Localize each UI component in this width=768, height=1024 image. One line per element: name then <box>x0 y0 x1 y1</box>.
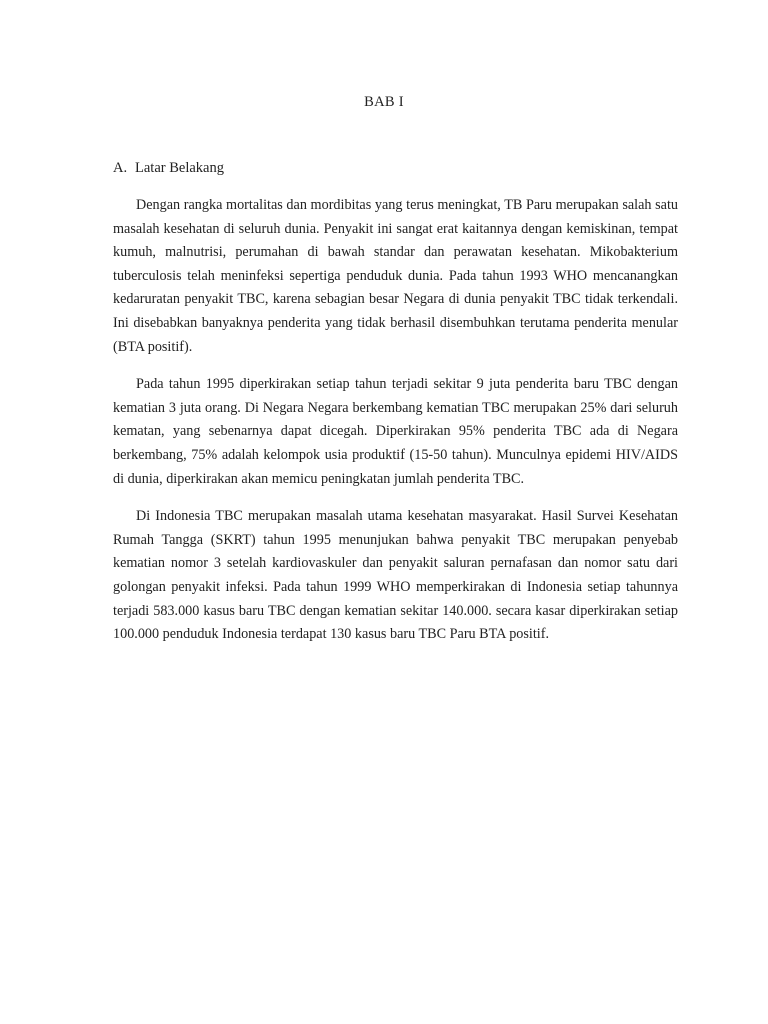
paragraph-3: Di Indonesia TBC merupakan masalah utama kesehatan masyarakat. Hasil Survei Kesehatan Rumah Tangga (SKRT) tahun 1995 menunjukan bahwa penyakit TBC merupakan penyebab kematian nomor 3 setelah kardiovaskuler dan penyakit saluran pernafasan dan nomor satu dari golongan penyakit infeksi. Pada tahun 1999 WHO memperkirakan di Indonesia setiap tahunnya terjadi 583.000 kasus baru TBC dengan kematian sekitar 140.000. secara kasar diperkirakan setiap 100.000 penduduk Indonesia terdapat 130 kasus baru TBC Paru BTA positif. <box>113 508 678 643</box>
body-text <box>113 194 678 661</box>
chapter-title: BAB I <box>364 94 404 110</box>
section-letter: A. <box>113 160 128 176</box>
paragraph-1: Dengan rangka mortalitas dan mordibitas yang terus meningkat, TB Paru merupakan salah satu masalah kesehatan di seluruh dunia. Penyakit ini sangat erat kaitannya dengan kemiskinan, tempat kumuh, malnutrisi, perumahan di bawah standar dan perawatan kesehatan. Mikobakterium tuberculosis telah meninfeksi sepertiga penduduk dunia. Pada tahun 1993 WHO mencanangkan kedaruratan penyakit TBC, karena sebagian besar Negara di dunia penyakit TBC tidak terkendali. Ini disebabkan banyaknya penderita yang tidak berhasil disembuhkan terutama penderita menular (BTA positif). <box>113 197 678 355</box>
section-heading <box>113 160 224 177</box>
section-title: Latar Belakang <box>135 160 224 176</box>
paragraph-2: Pada tahun 1995 diperkirakan setiap tahun terjadi sekitar 9 juta penderita baru TBC dengan kematian 3 juta orang. Di Negara Negara berkembang kematian TBC merupakan 25% dari seluruh kematan, yang sebenarnya dapat dicegah. Diperkirakan 95% penderita TBC ada di Negara berkembang, 75% adalah kelompok usia produktif (15-50 tahun). Munculnya epidemi HIV/AIDS di dunia, diperkirakan akan memicu peningkatan jumlah penderita TBC. <box>113 376 678 487</box>
